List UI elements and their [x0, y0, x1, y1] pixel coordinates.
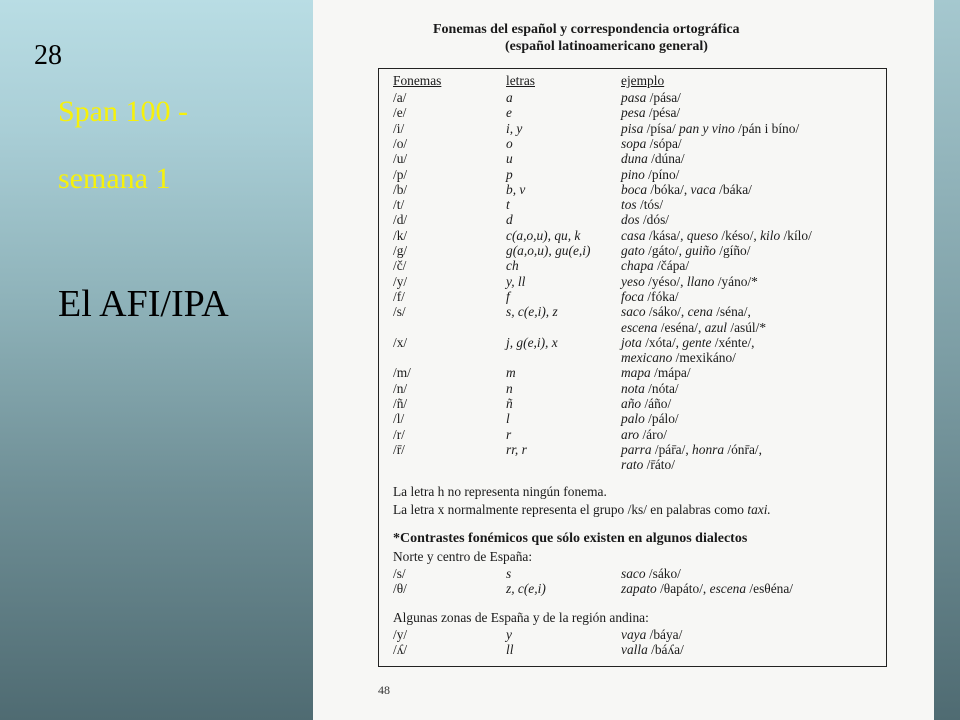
row-letters: p: [506, 166, 513, 182]
row-phoneme: /x/: [393, 334, 408, 350]
row-phoneme: /ʎ/: [393, 642, 408, 658]
row-phoneme: /θ/: [393, 581, 407, 597]
row-letters: r: [506, 426, 512, 442]
row-phoneme: /s/: [393, 304, 406, 320]
row-example: palo /pálo/: [621, 411, 679, 427]
row-example: pesa /pésa/: [621, 105, 681, 121]
row-example: escena /eséna/, azul /asúl/*: [621, 319, 767, 335]
column-header-letras: letras: [506, 73, 535, 88]
row-letters: d: [506, 212, 513, 228]
row-letters: c(a,o,u), qu, k: [506, 227, 581, 243]
row-example: sopa /sópa/: [621, 135, 682, 151]
column-header-ejemplo: ejemplo: [621, 73, 665, 88]
page-heading-line1: Fonemas del español y correspondencia ortográfica: [433, 22, 740, 37]
page-number: 48: [378, 683, 390, 697]
note-letter-x: [393, 503, 771, 516]
row-letters: j, g(e,i), x: [506, 334, 558, 350]
row-letters: l: [506, 411, 510, 427]
row-example: nota /nóta/: [621, 380, 679, 396]
row-phoneme: /t/: [393, 197, 405, 213]
row-example: gato /gáto/, guiño /gíño/: [621, 243, 751, 258]
column-header-fonemas: Fonemas: [393, 73, 442, 88]
region-label-andes: Algunas zonas de España y de la región andina:: [393, 610, 649, 625]
slide-number: 28: [34, 40, 62, 71]
row-letters: a: [506, 90, 513, 105]
row-example: aro /áro/: [621, 426, 667, 442]
row-example: mexicano /mexikáno/: [621, 350, 736, 366]
slide-subtitle: El AFI/IPA: [58, 283, 229, 325]
row-letters: u: [506, 151, 513, 167]
note-letter-x-text: La letra x normalmente representa el grupo /ks/ en palabras como: [393, 502, 748, 517]
row-example: mapa /mápa/: [621, 365, 691, 381]
row-example: año /áño/: [621, 396, 672, 411]
row-phoneme: /l/: [393, 411, 405, 427]
page-heading-line2: (español latinoamericano general): [505, 39, 708, 54]
row-letters: s, c(e,i), z: [506, 304, 558, 320]
row-letters: t: [506, 197, 510, 213]
row-phoneme: /k/: [393, 227, 408, 243]
slide-right-strip: [934, 0, 960, 720]
row-letters: z, c(e,i): [506, 581, 546, 597]
row-example: zapato /θapáto/, escena /esθéna/: [621, 581, 794, 597]
row-example: parra /pár̄a/, honra /ónr̄a/,: [621, 441, 762, 457]
row-phoneme: /y/: [393, 273, 408, 289]
note-letter-h: La letra h no representa ningún fonema.: [393, 484, 607, 499]
row-example: rato /r̄áto/: [621, 457, 675, 473]
row-letters: ñ: [506, 396, 513, 411]
row-letters: b, v: [506, 181, 526, 197]
row-phoneme: /b/: [393, 181, 408, 197]
row-phoneme: /y/: [393, 627, 408, 642]
row-letters: y, ll: [506, 273, 526, 289]
row-example: duna /dúna/: [621, 151, 685, 167]
row-letters: n: [506, 380, 513, 396]
note-letter-x-example: taxi.: [747, 502, 771, 517]
row-phoneme: /g/: [393, 243, 408, 258]
row-phoneme: /r̄/: [393, 441, 405, 457]
row-example: dos /dós/: [621, 212, 669, 228]
row-phoneme: /d/: [393, 212, 408, 228]
row-letters: ll: [506, 642, 514, 658]
row-example: pino /píno/: [621, 166, 680, 182]
row-example: casa /kása/, queso /késo/, kilo /kílo/: [621, 227, 812, 243]
row-example: pisa /písa/ pan y vino /pán i bíno/: [621, 120, 800, 136]
row-phoneme: /o/: [393, 135, 408, 151]
row-phoneme: /m/: [393, 365, 411, 381]
row-letters: o: [506, 135, 513, 151]
row-letters: f: [506, 288, 510, 304]
row-letters: y: [506, 627, 512, 642]
row-example: saco /sáko/, cena /séna/,: [621, 304, 751, 320]
slide-title-line2: semana 1: [58, 162, 171, 195]
slide-title-line1: Span 100 -: [58, 95, 188, 128]
row-letters: ch: [506, 258, 519, 274]
row-phoneme: /ñ/: [393, 396, 408, 411]
row-letters: i, y: [506, 120, 523, 136]
row-example: valla /báʎa/: [621, 642, 684, 658]
row-example: pasa /pása/: [621, 90, 681, 105]
row-phoneme: /a/: [393, 90, 407, 105]
region-label-spain: Norte y centro de España:: [393, 549, 533, 564]
row-example: boca /bóka/, vaca /báka/: [621, 181, 752, 197]
row-example: jota /xóta/, gente /xénte/,: [621, 334, 755, 350]
row-example: foca /fóka/: [621, 288, 679, 304]
row-phoneme: /n/: [393, 380, 408, 396]
row-phoneme: /i/: [393, 120, 405, 136]
row-phoneme: /s/: [393, 566, 406, 581]
row-example: saco /sáko/: [621, 566, 681, 581]
row-phoneme: /f/: [393, 288, 405, 304]
row-phoneme: /p/: [393, 166, 408, 182]
row-letters: s: [506, 566, 512, 581]
row-letters: g(a,o,u), gu(e,i): [506, 243, 591, 258]
row-example: yeso /yéso/, llano /yáno/*: [621, 273, 758, 289]
row-phoneme: /u/: [393, 151, 408, 167]
row-phoneme: /č/: [393, 258, 407, 274]
row-phoneme: /e/: [393, 105, 407, 121]
row-example: tos /tós/: [621, 197, 664, 213]
row-letters: e: [506, 105, 512, 121]
dialect-heading: *Contrastes fonémicos que sólo existen en algunos dialectos: [393, 531, 748, 546]
row-phoneme: /r/: [393, 426, 405, 442]
row-letters: rr, r: [506, 441, 527, 457]
row-example: vaya /báya/: [621, 627, 683, 642]
row-example: chapa /čápa/: [621, 258, 690, 274]
row-letters: m: [506, 365, 516, 381]
